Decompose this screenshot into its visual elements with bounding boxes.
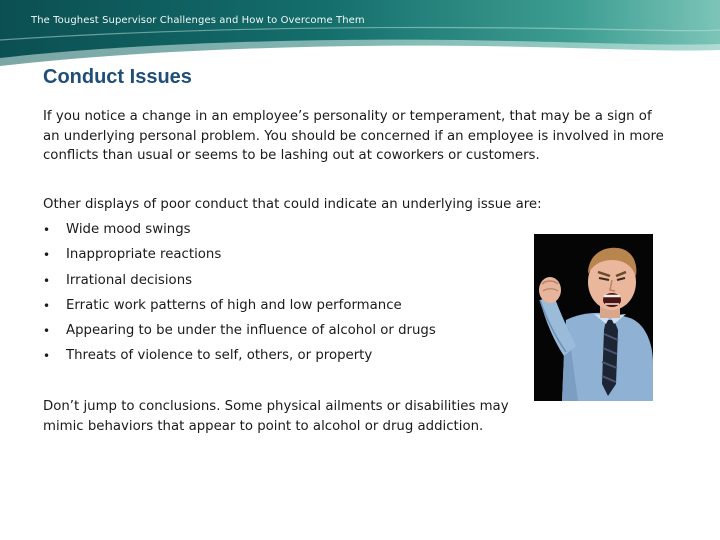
bullet-icon: • xyxy=(43,223,51,237)
list-item xyxy=(43,297,436,322)
slide-title: Conduct Issues xyxy=(43,66,192,88)
bullet-lead-text: Other displays of poor conduct that could indicate an underlying issue are: xyxy=(43,197,542,212)
list-item-text: Irrational decisions xyxy=(66,272,193,288)
intro-paragraph: If you notice a change in an employee’s personality or temperament, that may be a sign of an underlying personal problem. You should be concerned if an employee is involved in more conflicts than usual or seems to be lashing out at coworkers or customers. xyxy=(43,109,664,163)
angry-man-illustration xyxy=(534,234,653,401)
list-item xyxy=(43,322,436,347)
closing-paragraph: Don’t jump to conclusions. Some physical ailments or disabilities may mimic behaviors that appear to point to alcohol or drug addiction. xyxy=(43,399,509,434)
conduct-bullet-list xyxy=(43,221,436,373)
list-item xyxy=(43,272,436,297)
list-item-text: Inappropriate reactions xyxy=(66,247,222,263)
bullet-icon: • xyxy=(43,248,51,263)
bullet-icon: • xyxy=(43,298,51,313)
angry-man-shouting-photo xyxy=(534,234,653,401)
list-item-text: Erratic work patterns of high and low performance xyxy=(66,297,402,313)
header-banner xyxy=(0,0,720,70)
bullet-icon: • xyxy=(43,273,51,288)
header-swoosh-graphic xyxy=(0,0,720,70)
list-item-text: Appearing to be under the influence of alcohol or drugs xyxy=(66,323,436,339)
list-item xyxy=(43,246,436,271)
bullet-icon: • xyxy=(43,324,51,339)
list-item xyxy=(43,221,436,246)
list-item xyxy=(43,347,436,372)
header-title: The Toughest Supervisor Challenges and How to Overcome Them xyxy=(31,15,365,26)
list-item-text: Threats of violence to self, others, or property xyxy=(66,348,373,364)
bullet-icon: • xyxy=(43,349,51,364)
list-item-text: Wide mood swings xyxy=(66,222,191,237)
